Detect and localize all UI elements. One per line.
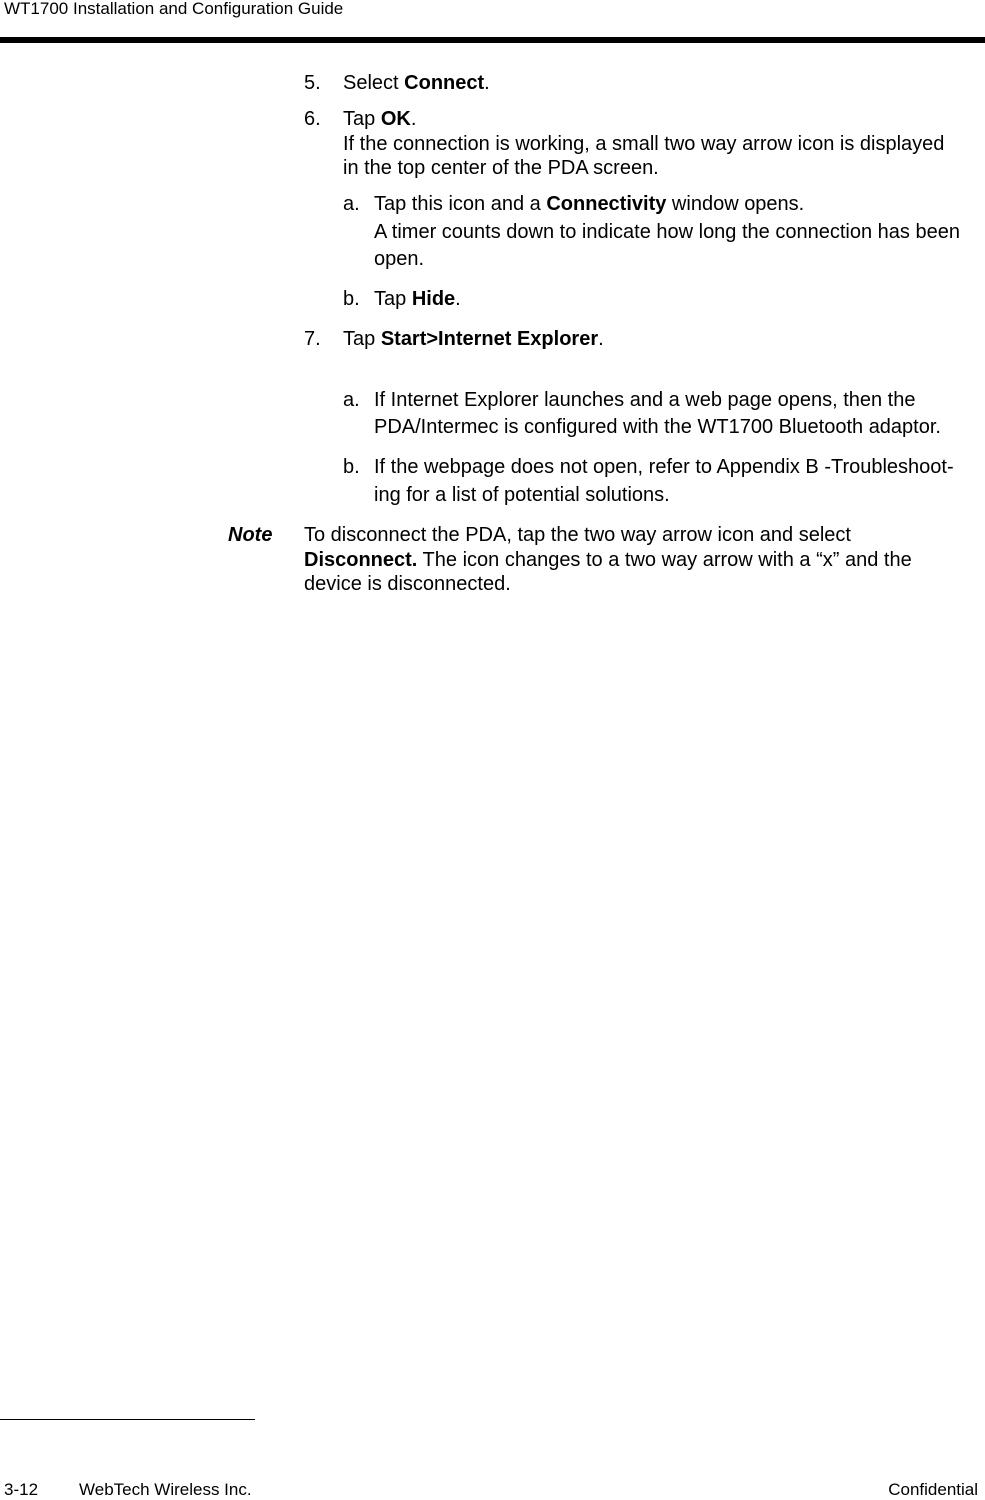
step-6b-suffix: . <box>455 288 461 310</box>
step-6a-text <box>374 192 804 216</box>
step-6-text <box>343 107 416 131</box>
step-7b-letter: b. <box>343 456 360 478</box>
step-7a-letter: a. <box>343 389 360 411</box>
step-5-suffix: . <box>484 72 490 94</box>
step-6-body-line-1: If the connection is working, a small two way arrow icon is displayed <box>343 133 945 155</box>
step-6b-text <box>374 287 461 311</box>
step-6a-body-line-1: A timer counts down to indicate how long the connection has been <box>374 221 960 243</box>
step-6-suffix: . <box>410 108 417 130</box>
step-6a-window-name: Connectivity <box>546 193 667 215</box>
step-7-prefix: Tap <box>343 328 381 350</box>
note-line-1: To disconnect the PDA, tap the two way arrow icon and select <box>304 524 851 546</box>
step-5-command: Connect <box>404 72 485 94</box>
note-disconnect-command: Disconnect. <box>304 549 418 571</box>
step-7-command: Start>Internet Explorer <box>380 328 599 350</box>
note-line-2-rest: The icon changes to a two way arrow with a “x” and the <box>417 549 912 571</box>
footer-page-number: 3-12 <box>4 1480 39 1499</box>
note-line-2 <box>304 548 912 572</box>
step-5-text <box>343 71 490 95</box>
step-6a-body-line-2: open. <box>374 248 425 270</box>
step-5-number: 5. <box>304 72 321 94</box>
step-5-prefix: Select <box>343 72 405 94</box>
step-6-body-line-2: in the top center of the PDA screen. <box>343 157 659 179</box>
step-6b-prefix: Tap <box>374 288 412 310</box>
note-label: Note <box>228 524 273 546</box>
footer-classification: Confidential <box>888 1480 978 1499</box>
footer-company: WebTech Wireless Inc. <box>79 1480 252 1499</box>
step-7-number: 7. <box>304 328 321 350</box>
step-6-command: OK <box>380 108 411 130</box>
step-7-text <box>343 327 604 351</box>
step-7a-line-1: If Internet Explorer launches and a web page opens, then the <box>374 389 916 411</box>
step-7b-line-1: If the webpage does not open, refer to Appendix B -Troubleshoot- <box>374 456 954 478</box>
step-7b-line-2: ing for a list of potential solutions. <box>374 484 670 506</box>
note-line-3: device is disconnected. <box>304 573 511 595</box>
step-6b-command: Hide <box>411 288 456 310</box>
step-6a-suffix: window opens. <box>666 193 805 215</box>
step-6b-letter: b. <box>343 288 360 310</box>
step-6a-letter: a. <box>343 193 360 215</box>
step-7-suffix: . <box>598 328 604 350</box>
step-6-number: 6. <box>304 108 321 130</box>
step-6-prefix: Tap <box>343 108 381 130</box>
footer-divider <box>0 1419 255 1420</box>
running-header-title: WT1700 Installation and Configuration Guide <box>4 0 344 18</box>
header-divider <box>0 37 985 43</box>
step-7a-line-2: PDA/Intermec is configured with the WT1700 Bluetooth adaptor. <box>374 416 941 438</box>
step-6a-prefix: Tap this icon and a <box>374 193 547 215</box>
